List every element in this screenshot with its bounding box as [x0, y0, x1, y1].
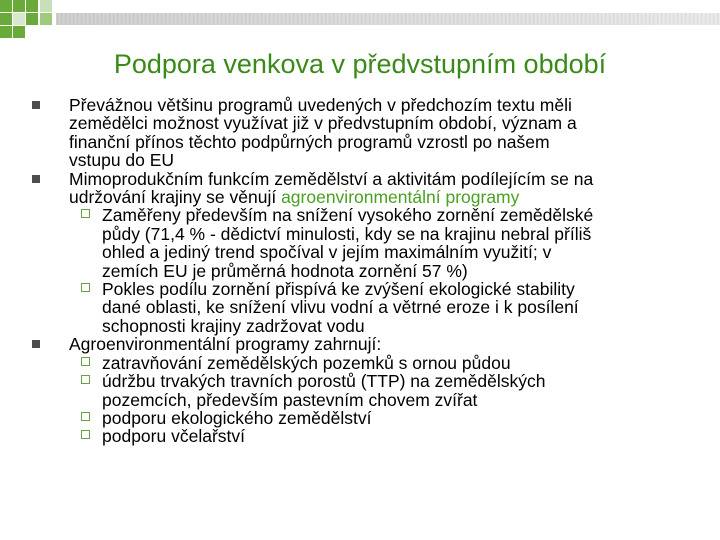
sub-bullet-line: zatravňování zemědělských pozemků s ornou půdou [102, 352, 511, 373]
bullet-1-line-3: finanční přínos těchto podpůrných programů vzrostl po našem [69, 131, 550, 152]
bullet-1-line-1: Převážnou většinu programů uvedených v předchozím textu měli [69, 95, 572, 115]
sub-bullet-3-1 [0, 354, 720, 372]
header-decoration [0, 0, 720, 48]
hollow-square-bullet-icon [81, 412, 90, 421]
sub-bullet-line: půdy (71,4 % - dědictví minulosti, kdy se na krajinu nebral příliš [102, 223, 592, 244]
sub-bullet-line: podporu ekologického zemědělství [102, 407, 372, 428]
sub-bullet-2-1 [0, 206, 720, 280]
bullet-3 [0, 335, 720, 353]
bullet-2 [0, 170, 720, 207]
sub-bullet-3-4 [0, 427, 720, 445]
sub-bullet-3-2 [0, 372, 720, 409]
highlighted-term: agroenvironmentální programy [281, 187, 520, 208]
sub-bullet-line: údržbu trvakých travních porostů (TTP) na zemědělských [102, 371, 546, 392]
hollow-square-bullet-icon [81, 430, 90, 439]
slide-title: Podpora venkova v předvstupním období [113, 49, 607, 79]
square-bullet-icon [32, 340, 40, 348]
bullet-2-text: udržování krajiny se věnují [69, 187, 282, 208]
square-bullet-icon [32, 101, 40, 109]
sub-bullet-2-2 [0, 280, 720, 335]
sub-bullet-3-3 [0, 409, 720, 427]
sub-bullet-line: ohled a jediný trend spočíval v jejím maximálním využití; v [102, 242, 552, 263]
bullet-1 [0, 96, 720, 170]
bullet-3-line-1: Agroenvironmentální programy zahrnují: [69, 334, 382, 355]
hollow-square-bullet-icon [81, 209, 90, 218]
slide-content [0, 96, 720, 446]
hollow-square-bullet-icon [81, 375, 90, 384]
sub-bullet-line: podporu včelařství [102, 426, 245, 447]
sub-bullet-line: Pokles podílu zornění přispívá ke zvýšení ekologické stability [102, 279, 575, 300]
bullet-2-line-2 [69, 188, 700, 206]
sub-bullet-line: zemích EU je průměrná hodnota zornění 57 %) [102, 260, 468, 281]
sub-bullet-line: pozemcích, především pastevním chovem zvířat [102, 389, 478, 410]
bullet-1-line-4: vstupu do EU [69, 150, 175, 171]
hollow-square-bullet-icon [81, 283, 90, 292]
sub-bullet-line: dané oblasti, ke snížení vlivu vodní a větrné eroze i k posílení [102, 297, 579, 318]
bullet-1-line-2: zemědělci možnost využívat již v předvstupním období, význam a [69, 113, 577, 134]
hollow-square-bullet-icon [81, 357, 90, 366]
bullet-2-line-1: Mimoprodukčním funkcím zemědělství a aktivitám podílejícím se na [69, 168, 594, 189]
sub-bullet-line: schopnosti krajiny zadržovat vodu [102, 315, 365, 336]
square-bullet-icon [32, 175, 40, 183]
sub-bullet-line: Zaměřeny především na snížení vysokého zornění zemědělské [102, 205, 594, 226]
